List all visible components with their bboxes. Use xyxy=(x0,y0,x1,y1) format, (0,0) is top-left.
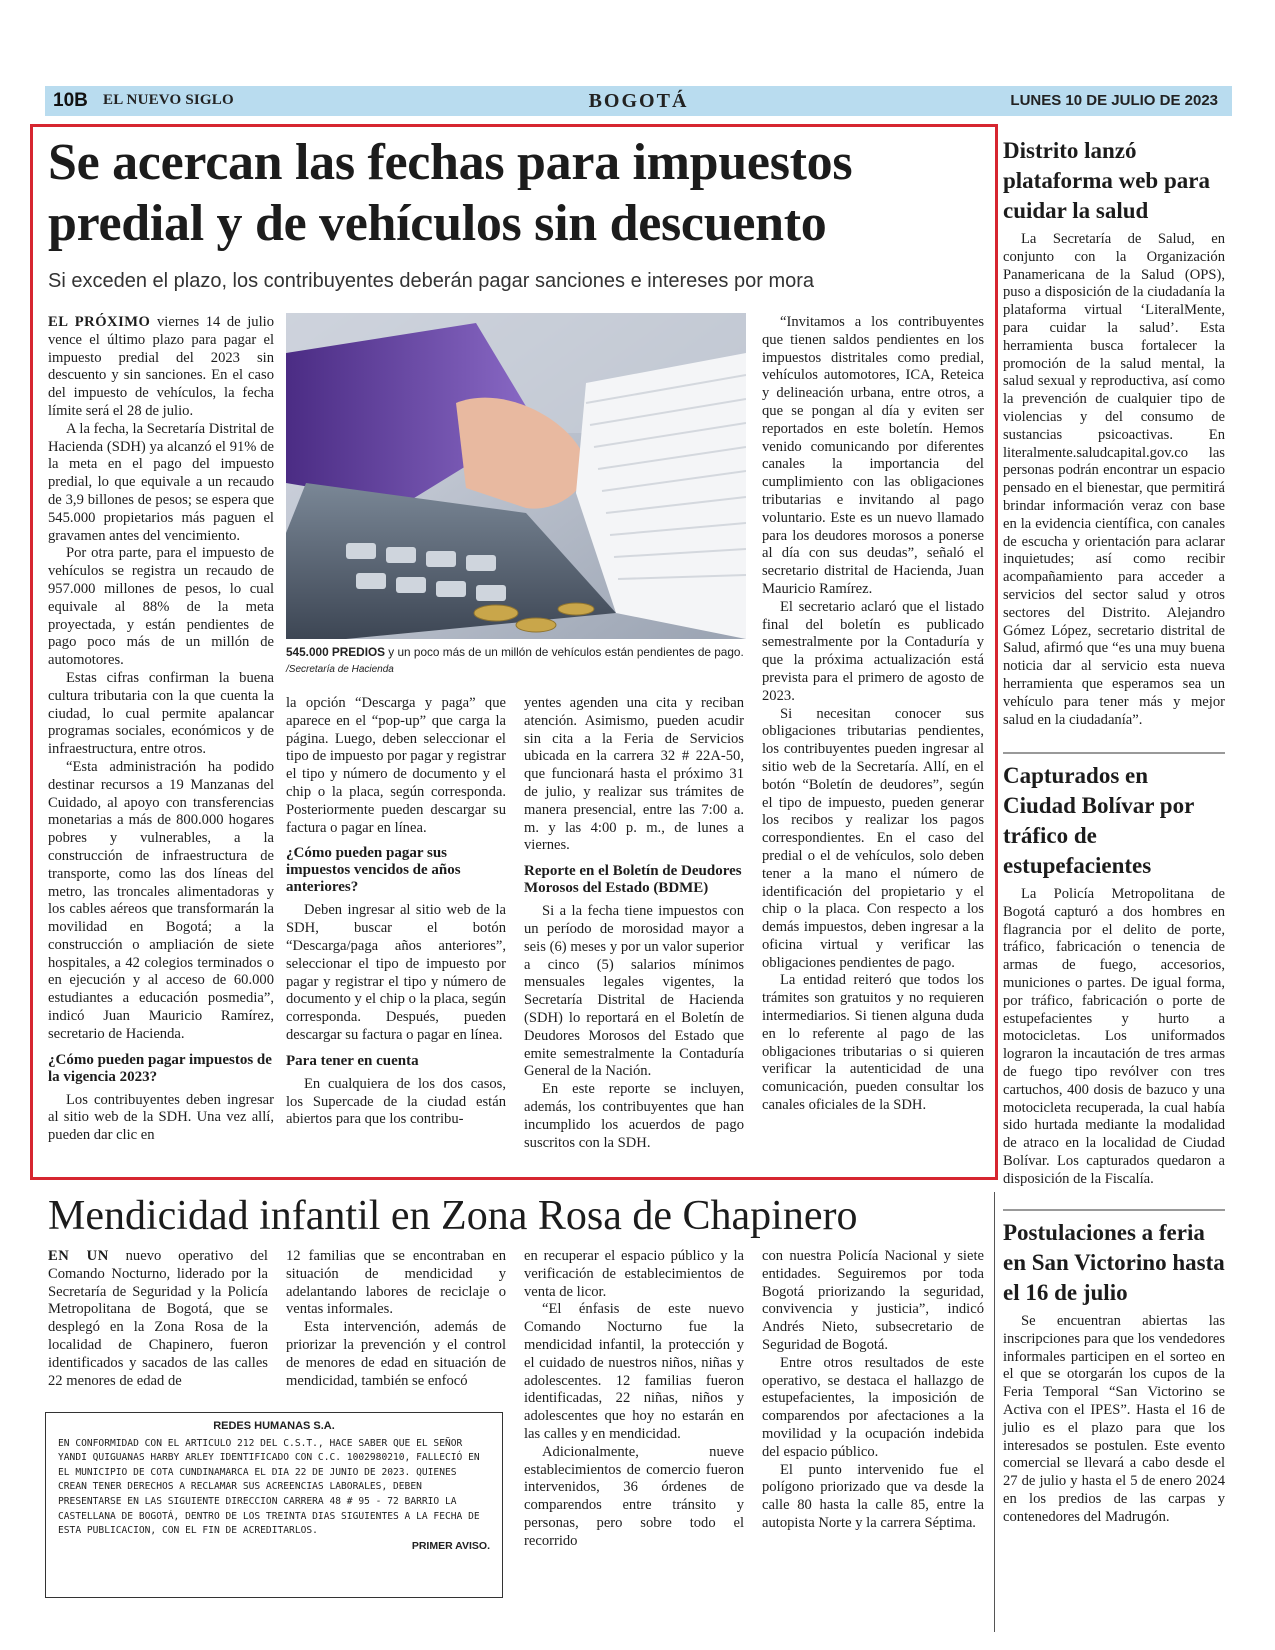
second-column-4 xyxy=(762,1248,984,1533)
paragraph: Se encuentran abiertas las inscripciones para que los vendedores informales participen en el sorteo en el que se otorgarán los cupos de la Feria Temporal “San Victorino se Activa con el IPES”. Hasta el 16 de julio es el plazo para que los interesados se postulen. Este evento comercial se llevará a cabo desde el 27 de julio y hasta el 5 de enero 2024 en los predios de las carpas y contenedores del Madrugón. xyxy=(1003,1313,1225,1525)
sidebar-separator xyxy=(1003,1209,1225,1211)
paragraph: Si necesitan conocer sus obligaciones tributarias pendientes, los contribuyentes pueden ingresar al sitio web de la Secretaría. Allí, en el botón “Boletín de deudores”, según el tipo de impuesto, pueden generar los recibos y realizar los pagos correspondientes. En el caso del predial o el de vehículos, solo deben tener a la mano el número de identificación del propietario y el chip o la placa. Con respecto a los demás impuestos, deben ingresar a la oficina virtual y verificar las obligaciones pendientes de pago. xyxy=(762,705,984,971)
paragraph: “Invitamos a los contribuyentes que tienen saldos pendientes en los impuestos distritales como predial, vehículos automotores, ICA, Reteica y delineación urbana, entre otros, a que se pongan al día y eviten ser reportados en este boletín. Hemos venido comunicando por diferentes canales la importancia del cumplimiento con las obligaciones tributarias e invitando al pago voluntario. Este es un nuevo llamado para los deudores morosos a ponerse al día con sus deudas”, señaló el secretario distrital de Hacienda, Juan Mauricio Ramírez. xyxy=(762,314,984,597)
subheading: Para tener en cuenta xyxy=(286,1052,419,1069)
paragraph: La Secretaría de Salud, en conjunto con la Organización Panamericana de la Salud (OPS), puso a disposición de la ciudadanía la plataforma virtual ‘LiteralMente, para cuidar la salud’. Esta herramienta busca fortalecer la promoción de la salud mental, la salud sexual y reproductiva, así como la prevención de cualquier tipo de violencias y del consumo de sustancias psicoactivas. En literalmente.saludcapital.gov.co las personas podrán encontrar un espacio pensado en el bienestar, que permitirá brindar información veraz con base en la evidencia científica, con canales de escucha y orientación para aclarar inquietudes; así como recibir acompañamiento para acceder a servicios del sector salud y otros sectores del Distrito. Alejandro Gómez López, secretario distrital de Salud, afirmó que “es una muy buena noticia dar al servicio esta nueva herramienta que esperamos sea un vehículo para tener más y mejor salud en la ciudadanía”. xyxy=(1003,231,1225,728)
paragraph: Deben ingresar al sitio web de la SDH, buscar el botón “Descarga/paga años anteriores”, seleccionar el tipo de impuesto por pagar y registrar el tipo y número de documento y el chip o la placa, según corresponda. Después, pueden descargar su factura o pagar en línea. xyxy=(286,902,506,1043)
photo-illustration xyxy=(286,313,746,639)
lead-in: EN UN xyxy=(48,1248,109,1264)
second-column-3 xyxy=(524,1248,744,1551)
paragraph: yentes agenden una cita y reciban atención. Asimismo, pueden acudir sin cita a la Feria de Servicios ubicada en la carrera 32 # 22A-50, que funcionará hasta el próximo 31 de julio, y realizar sus trámites de manera presencial, entre las 7:00 a. m. y las 4:00 p. m., de lunes a viernes. xyxy=(524,695,744,854)
main-column-2 xyxy=(286,695,506,1129)
paragraph: “El énfasis de este nuevo Comando Nocturno fue la mendicidad infantil, la protección y el cuidado de nuestros niños, niñas y adolescentes. 12 familias fueron identificadas, 22 niñas, niños y adolescentes que hoy no estarán en las calles y en mendicidad. xyxy=(524,1301,744,1442)
calculator-coins-photo xyxy=(286,313,746,639)
paragraph: Si a la fecha tiene impuestos con un período de morosidad mayor a seis (6) meses y por un valor superior a cinco (5) salarios mínimos mensuales legales vigentes, la Secretaría Distrital de Hacienda (SDH) lo reportará en el Boletín de Deudores Morosos del Estado que emite semestralmente la Contaduría General de la Nación. xyxy=(524,903,744,1080)
paragraph: La Policía Metropolitana de Bogotá capturó a dos hombres en flagrancia por el delito de porte, tráfico, fabricación o tenencia de armas de fuego, accesorios, municiones o partes. De igual forma, por tráfico, fabricación o porte de estupefacientes y hurto a motocicletas. Los uniformados lograron la incautación de tres armas de fuego tipo revólver con tres cartuchos, 400 dosis de bazuco y una motocicleta recuperada, la cual había sido hurtada mediante la modalidad de atraco en la localidad de Ciudad Bolívar. Los capturados quedaron a disposición de la Fiscalía. xyxy=(1003,886,1225,1187)
paragraph: nuevo operativo del Comando Nocturno, liderado por la Secretaría de Seguridad y la Policía Metropolitana de Bogotá, que se desplegó en la Zona Rosa de la localidad de Chapinero, fueron identificados y sacados de las calles 22 menores de edad de xyxy=(48,1248,268,1389)
paragraph: En este reporte se incluyen, además, los contribuyentes que han incumplido los acuerdos de pago suscritos con la SDH. xyxy=(524,1081,744,1151)
paragraph: El secretario aclaró que el listado final del boletín es publicado semestralmente por la Contaduría y que la próxima actualización está prevista para el primero de agosto de 2023. xyxy=(762,598,984,704)
notice-title: REDES HUMANAS S.A. xyxy=(213,1420,335,1432)
sidebar-divider xyxy=(994,1192,995,1632)
paragraph: Por otra parte, para el impuesto de vehículos se registra un recaudo de 957.000 millones de pesos, lo cual equivale al 88% de la meta proyectada, y están pendientes de pago poco más de un millón de automotores. xyxy=(48,545,274,669)
paragraph: El punto intervenido fue el polígono priorizado que va desde la calle 80 hasta la calle 85, entre la autopista Norte y la carrera Séptima. xyxy=(762,1461,984,1531)
paragraph: Adicionalmente, nueve establecimientos de comercio fueron intervenidos, 36 órdenes de comparendos entre tránsito y personas, pero sobre todo el recorrido xyxy=(524,1443,744,1549)
page-number: 10B xyxy=(53,90,88,111)
main-column-1 xyxy=(48,314,274,1145)
sidebar-story-arrests xyxy=(1003,761,1225,881)
subheading: ¿Cómo pueden pagar sus impuestos vencidos de años anteriores? xyxy=(286,845,461,896)
second-column-2 xyxy=(286,1248,506,1390)
sidebar-story-text xyxy=(1003,1313,1225,1527)
sidebar-story-title: Capturados en Ciudad Bolívar por tráfico de estupefacientes xyxy=(1003,763,1194,878)
paragraph: A la fecha, la Secretaría Distrital de Hacienda (SDH) ya alcanzó el 91% de la meta en el pago del impuesto predial, lo que equivale a un recaudo de 3,9 billones de pesos; se espera que 545.000 propietarios más paguen el gravamen antes del vencimiento. xyxy=(48,420,274,544)
notice-footer: PRIMER AVISO. xyxy=(411,1539,490,1552)
paragraph: Entre otros resultados de este operativo, se destaca el hallazgo de estupefacientes, la imposición de comparendos por afectaciones a la movilidad y la ocupación indebida del espacio público. xyxy=(762,1354,984,1460)
issue-date: LUNES 10 DE JULIO DE 2023 xyxy=(1010,92,1218,109)
second-column-1 xyxy=(48,1248,268,1390)
main-column-3 xyxy=(524,695,744,1152)
main-subheadline: Si exceden el plazo, los contribuyentes deberán pagar sanciones e intereses por mora xyxy=(48,270,815,292)
section-title: BOGOTÁ xyxy=(588,90,689,112)
notice-body: EN CONFORMIDAD CON EL ARTICULO 212 DEL C.S.T., HACE SABER QUE EL SEÑOR YANDI QUIGUANAS HARBY ARLEY IDENTIFICADO CON C.C. 1002980210, FALLECIÓ EN EL MUNICIPIO DE COTA CUNDINAMARCA EL DIA 22 DE JUNIO DE 2023. QUIENES CREAN TENER DERECHOS A RECLAMAR SUS ACREENCIAS LABORALES, DEBEN PRESENTARSE EN LAS SIGUIENTE DIRECCION CARRERA 48 # 95 - 72 BARRIO LA CASTELLANA DE BOGOTÁ, DENTRO DE LOS TREINTA DIAS SIGUIENTES A LA FECHA DE ESTA PUBLICACION, CON EL FIN DE ACREDITARLOS. xyxy=(58,1437,480,1537)
paragraph: con nuestra Policía Nacional y siete entidades. Seguiremos por toda Bogotá priorizando la seguridad, convivencia y justicia”, indicó Andrés Nieto, subsecretario de Seguridad de Bogotá. xyxy=(762,1248,984,1353)
sidebar-story-title: Postulaciones a feria en San Victorino hasta el 16 de julio xyxy=(1003,1220,1225,1305)
caption-lead: 545.000 PREDIOS xyxy=(286,645,386,659)
lead-in: EL PRÓXIMO xyxy=(48,314,151,330)
page-header-bar xyxy=(45,86,1232,116)
newspaper-name: EL NUEVO SIGLO xyxy=(103,92,234,108)
paragraph: Esta intervención, además de priorizar la prevención y el control de menores de edad en situación de mendicidad, también se enfocó xyxy=(286,1319,506,1389)
sidebar-story-text xyxy=(1003,231,1225,729)
paragraph: 12 familias que se encontraban en situación de mendicidad y adelantando labores de reciclaje o ventas informales. xyxy=(286,1248,506,1318)
paragraph: En cualquiera de los dos casos, los Supercade de la ciudad están abiertos para que los contribu- xyxy=(286,1075,506,1128)
sidebar-separator xyxy=(1003,752,1225,754)
paragraph: viernes 14 de julio vence el último plazo para pagar el impuesto predial del 2023 sin descuento y sin sanciones. En el caso del impuesto de vehículos, la fecha límite será el 28 de julio. xyxy=(48,314,274,419)
paragraph: en recuperar el espacio público y la verificación de establecimientos de venta de licor. xyxy=(524,1248,744,1300)
paragraph: “Esta administración ha podido destinar recursos a 19 Manzanas del Cuidado, al apoyo con transferencias monetarias a más de 800.000 hogares pobres y vulnerables, a la construcción de infraestructura de transporte, como las dos líneas del metro, las troncales alimentadoras y los cables aéreos que transformarán la movilidad en Bogotá; a la construcción o ampliación de siete hospitales, a 42 colegios terminados o en ejecución y al acceso de 60.000 estudiantes a educación posmedia”, indicó Juan Mauricio Ramírez, secretario de Hacienda. xyxy=(48,758,274,1042)
legal-notice-box xyxy=(45,1412,503,1598)
sidebar-story-text xyxy=(1003,886,1225,1189)
main-headline-line1: Se acercan las fechas para impuestos xyxy=(48,134,853,191)
paragraph: la opción “Descarga y paga” que aparece en el “pop-up” que carga la página. Luego, deben seleccionar el tipo de impuesto por pagar y registrar el tipo y número de documento y el chip o la placa, según corresponda. Posteriormente pueden descargar su factura o pagar en línea. xyxy=(286,695,506,836)
main-headline-line2: predial y de vehículos sin descuento xyxy=(48,195,827,252)
main-headline xyxy=(48,132,983,254)
sidebar-story-fair xyxy=(1003,1218,1225,1308)
sidebar-story-title: Distrito lanzó plataforma web para cuidar la salud xyxy=(1003,138,1210,223)
main-column-4 xyxy=(762,314,984,1115)
caption-text: y un poco más de un millón de vehículos están pendientes de pago. xyxy=(385,645,744,659)
paragraph: Los contribuyentes deben ingresar al sitio web de la SDH. Una vez allí, pueden dar clic en xyxy=(48,1091,274,1144)
subheading: ¿Cómo pueden pagar impuestos de la vigencia 2023? xyxy=(48,1051,272,1085)
paragraph: La entidad reiteró que todos los trámites son gratuitos y no requieren intermediarios. Si tienen alguna duda en lo referente al pago de las obligaciones tributarias o si quieren verificar la autenticidad de una comunicación, pueden consultar los canales oficiales de la SDH. xyxy=(762,972,984,1114)
second-headline: Mendicidad infantil en Zona Rosa de Chapinero xyxy=(48,1193,858,1239)
subheading: Reporte en el Boletín de Deudores Morosos del Estado (BDME) xyxy=(524,863,742,897)
photo-caption xyxy=(286,645,746,677)
caption-credit: /Secretaría de Hacienda xyxy=(286,664,394,675)
paragraph: Estas cifras confirman la buena cultura tributaria con la que cuenta la ciudad, lo cual permite apalancar programas sociales, económicos y de infraestructura, entre otros. xyxy=(48,669,274,758)
sidebar-story-health xyxy=(1003,136,1225,226)
